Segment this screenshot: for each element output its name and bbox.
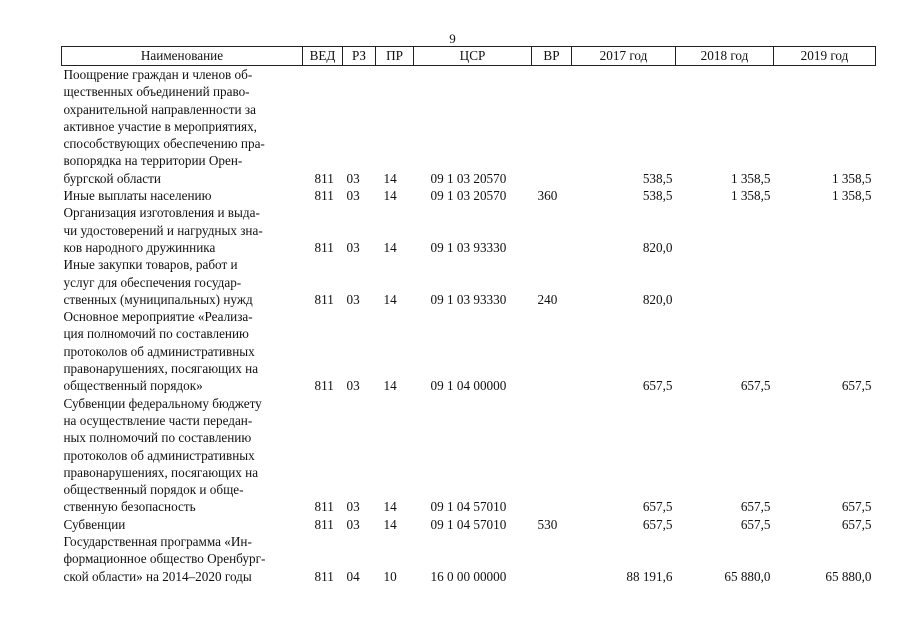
table-cell-csr: 09 1 04 57010 <box>430 499 507 515</box>
table-cell-vr <box>532 308 572 394</box>
table-cell-vr <box>532 204 572 256</box>
name-line: на осуществление части передан- <box>63 412 253 428</box>
name-line: общественный порядок» <box>63 378 203 394</box>
table-cell-2017: 657,5 <box>642 499 673 515</box>
table-cell-2019: 1 358,5 <box>831 188 872 204</box>
table-cell-ved: 811 <box>314 239 334 255</box>
table-cell-pr: 10 <box>383 568 397 584</box>
header-csr: ЦСР <box>414 47 532 66</box>
table-cell-ved: 811 <box>314 568 334 584</box>
table-cell-2018: 1 358,5 <box>730 170 771 186</box>
header-2019: 2019 год <box>774 47 876 66</box>
table-cell-2019: 1 358,5 <box>831 170 872 186</box>
table-cell-ved: 811 <box>314 170 334 186</box>
table-cell-name <box>62 533 303 585</box>
table-row <box>62 533 876 585</box>
name-line: ция полномочий по составлению <box>63 326 249 342</box>
table-cell-pr: 14 <box>383 378 397 394</box>
table-cell-pr: 14 <box>383 170 397 186</box>
name-line: Поощрение граждан и членов об- <box>63 67 253 82</box>
name-line: Государственная программа «Ин- <box>63 534 252 550</box>
table-row <box>62 256 876 308</box>
header-pr: ПР <box>376 47 414 66</box>
name-line: Основное мероприятие «Реализа- <box>63 309 253 325</box>
table-row <box>62 516 876 533</box>
table-body <box>62 66 876 585</box>
table-cell-ved: 811 <box>314 499 334 515</box>
table-cell-rz: 03 <box>346 291 360 307</box>
table-cell-vr: 240 <box>537 291 558 307</box>
table-cell-rz: 03 <box>346 516 360 532</box>
table-cell-ved: 811 <box>314 291 334 307</box>
table-cell-vr <box>532 533 572 585</box>
table-cell-pr: 14 <box>383 188 397 204</box>
name-line: способствующих обеспечению пра- <box>63 136 265 152</box>
name-line: бургской области <box>63 170 161 186</box>
table-cell-ved: 811 <box>314 378 334 394</box>
table-cell-vr: 360 <box>537 188 558 204</box>
table-row <box>62 308 876 394</box>
table-cell-pr: 14 <box>383 516 397 532</box>
table-cell-2017: 820,0 <box>642 291 673 307</box>
name-line: Субвенции федеральному бюджету <box>63 395 262 411</box>
name-line: Организация изготовления и выда- <box>63 205 260 221</box>
table-cell-vr <box>532 395 572 516</box>
table-cell-2019: 65 880,0 <box>825 568 872 584</box>
table-cell-2018: 65 880,0 <box>724 568 771 584</box>
table-cell-2018: 657,5 <box>740 516 771 532</box>
header-rz: РЗ <box>343 47 376 66</box>
table-header-row <box>62 47 876 66</box>
table-cell-rz: 03 <box>346 239 360 255</box>
table-cell-csr: 09 1 04 57010 <box>430 516 507 532</box>
table-cell-name <box>62 66 303 188</box>
table-cell-2018 <box>676 256 774 308</box>
table-cell-rz: 03 <box>346 378 360 394</box>
table-cell-csr: 09 1 03 20570 <box>430 188 507 204</box>
table-cell-rz: 03 <box>346 499 360 515</box>
name-line: ственных (муниципальных) нужд <box>63 291 253 307</box>
table-cell-name <box>62 395 303 516</box>
table-cell-name <box>62 308 303 394</box>
header-ved: ВЕД <box>303 47 343 66</box>
table-cell-2018: 657,5 <box>740 499 771 515</box>
name-line: правонарушениях, посягающих на <box>63 464 259 480</box>
name-line: ных полномочий по составлению <box>63 430 252 446</box>
name-line: охранительной направленности за <box>63 101 256 117</box>
table-cell-2019: 657,5 <box>841 499 872 515</box>
table-cell-csr: 09 1 03 93330 <box>430 239 507 255</box>
name-line: протоколов об административных <box>63 447 255 463</box>
table-cell-name <box>62 204 303 256</box>
table-cell-2018 <box>676 204 774 256</box>
table-cell-ved: 811 <box>314 188 334 204</box>
name-line: ской области» на 2014–2020 годы <box>63 568 252 584</box>
table-cell-pr: 14 <box>383 239 397 255</box>
name-line: щественных объединений право- <box>63 84 250 100</box>
table-row <box>62 66 876 188</box>
name-line: ственную безопасность <box>63 499 196 515</box>
table-cell-2018: 657,5 <box>740 378 771 394</box>
name-line: правонарушениях, посягающих на <box>63 361 259 377</box>
table-cell-csr: 09 1 04 00000 <box>430 378 507 394</box>
name-line: чи удостоверений и нагрудных зна- <box>63 222 263 238</box>
name-line: активное участие в мероприятиях, <box>63 118 257 134</box>
table-cell-2019: 657,5 <box>841 378 872 394</box>
table-cell-name <box>62 187 303 204</box>
table-cell-vr <box>532 66 572 188</box>
header-2017: 2017 год <box>572 47 676 66</box>
table-row <box>62 395 876 516</box>
table-cell-2018: 1 358,5 <box>730 188 771 204</box>
table-cell-rz: 03 <box>346 170 360 186</box>
page-number: 9 <box>449 31 456 46</box>
table-row <box>62 187 876 204</box>
table-cell-2017: 657,5 <box>642 516 673 532</box>
table-cell-rz: 03 <box>346 188 360 204</box>
table-cell-2019: 657,5 <box>841 516 872 532</box>
table-cell-2019 <box>774 256 876 308</box>
table-cell-name <box>62 256 303 308</box>
name-line: Субвенции <box>63 516 126 532</box>
table-cell-csr: 09 1 03 93330 <box>430 291 507 307</box>
table-row <box>62 204 876 256</box>
table-cell-pr: 14 <box>383 499 397 515</box>
table-cell-2019 <box>774 204 876 256</box>
name-line: ков народного дружинника <box>63 239 216 255</box>
table-cell-name <box>62 516 303 533</box>
table-cell-2017: 538,5 <box>642 188 673 204</box>
table-cell-2017: 820,0 <box>642 239 673 255</box>
header-2018: 2018 год <box>676 47 774 66</box>
name-line: вопорядка на территории Орен- <box>63 153 243 169</box>
table-cell-rz: 04 <box>346 568 360 584</box>
table-cell-pr: 14 <box>383 291 397 307</box>
name-line: протоколов об административных <box>63 343 255 359</box>
name-line: Иные выплаты населению <box>63 188 212 204</box>
table-cell-2017: 657,5 <box>642 378 673 394</box>
name-line: формационное общество Оренбург- <box>63 551 266 567</box>
budget-table <box>61 46 876 585</box>
table-cell-ved: 811 <box>314 516 334 532</box>
header-vr: ВР <box>532 47 572 66</box>
table-cell-vr: 530 <box>537 516 558 532</box>
table-cell-2017: 88 191,6 <box>626 568 673 584</box>
table-cell-2017: 538,5 <box>642 170 673 186</box>
name-line: услуг для обеспечения государ- <box>63 274 242 290</box>
name-line: общественный порядок и обще- <box>63 482 244 498</box>
table-cell-csr: 09 1 03 20570 <box>430 170 507 186</box>
name-line: Иные закупки товаров, работ и <box>63 257 238 273</box>
table-cell-csr: 16 0 00 00000 <box>430 568 507 584</box>
header-name: Наименование <box>62 47 303 66</box>
